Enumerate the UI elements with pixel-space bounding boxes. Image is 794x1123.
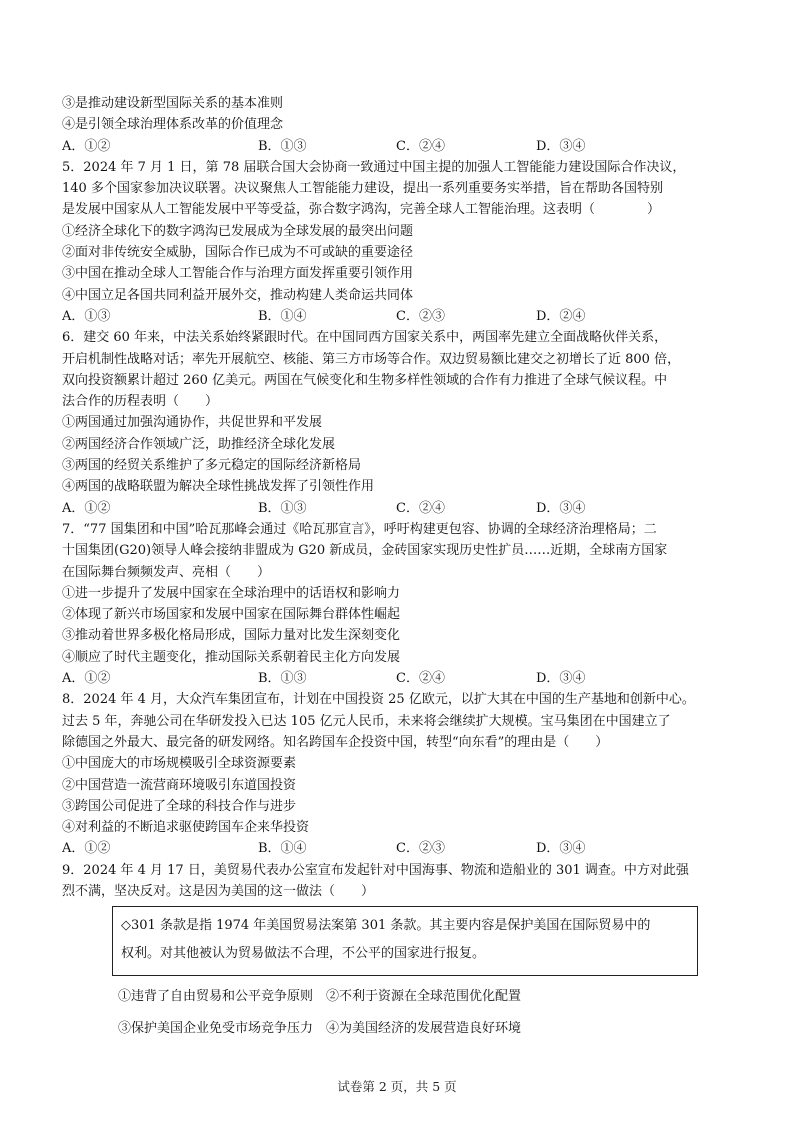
statement-3: ③推动着世界多极化格局形成，国际力量对比发生深刻变化 — [62, 628, 401, 644]
option-b[interactable]: B．①③ — [258, 671, 307, 687]
note-line: 权利。对其他被认为贸易做法不合理，不公平的国家进行报复。 — [121, 946, 486, 962]
statement-3: ③两国的经贸关系维护了多元稳定的国际经济新格局 — [62, 458, 362, 474]
option-b[interactable]: B．①③ — [258, 500, 307, 516]
statement-choices — [118, 981, 722, 1045]
statement-2: ②中国营造一流营商环境吸引东道国投资 — [62, 777, 297, 793]
question-stem-line: 过去 5 年，奔驰公司在华研发投入已达 105 亿元人民币，未来将会继续扩大规模。宝马集团在中国建立了 — [62, 713, 671, 729]
question-8 — [62, 689, 722, 859]
answer-options — [62, 668, 722, 689]
statement-4: ④中国立足各国共同利益开展外交，推动构建人类命运共同体 — [62, 287, 414, 303]
question-stem-line: 8．2024 年 4 月，大众汽车集团宣布，计划在中国投资 25 亿欧元，以扩大其在中国的生产基地和创新中心。 — [62, 692, 695, 708]
option-a[interactable]: A．①③ — [62, 308, 111, 324]
option-d[interactable]: D．③④ — [536, 841, 586, 857]
option-b[interactable]: B．①④ — [258, 841, 307, 857]
option-c[interactable]: C．②④ — [396, 500, 445, 516]
statement-2: ②面对非传统安全威胁，国际合作已成为不可或缺的重要途径 — [62, 245, 414, 261]
option-c[interactable]: C．②③ — [396, 841, 445, 857]
statement-1: ①进一步提升了发展中国家在全球治理中的话语权和影响力 — [62, 585, 401, 601]
question-5 — [62, 157, 722, 327]
statement-pair: ③保护美国企业免受市场竞争压力 ④为美国经济的发展营造良好环境 — [118, 1021, 522, 1037]
question-6 — [62, 327, 722, 519]
page-footer: 试卷第 2 页，共 5 页 — [337, 1079, 457, 1094]
option-c[interactable]: C．②④ — [396, 671, 445, 687]
question-stem-line: 7．“77 国集团和中国”哈瓦那峰会通过《哈瓦那宣言》，呼吁构建更包容、协调的全球经济治理格局；二 — [62, 521, 657, 537]
note-line: ◇301 条款是指 1974 年美国贸易法案第 301 条款。其主要内容是保护美国在国际贸易中的 — [121, 918, 651, 934]
statement-4: ④对利益的不断追求驱使跨国车企来华投资 — [62, 820, 310, 836]
statement-1: ①中国庞大的市场规模吸引全球资源要素 — [62, 756, 297, 772]
answer-options — [62, 136, 722, 157]
answer-options — [62, 498, 722, 519]
statement-pair: ①违背了自由贸易和公平竞争原则 ②不利于资源在全球范围优化配置 — [118, 989, 522, 1005]
question-stem-line: 9．2024 年 4 月 17 日，美贸易代表办公室宣布发起针对中国海事、物流和造船业的 301 调查。中方对此强 — [62, 862, 689, 878]
option-c[interactable]: C．②④ — [396, 138, 445, 154]
question-9 — [62, 860, 722, 1046]
question-stem-line: 5．2024 年 7 月 1 日，第 78 届联合国大会协商一致通过中国主提的加强人工智能能力建设国际合作决议， — [62, 159, 686, 175]
question-stem-line: 6．建交 60 年来，中法关系始终紧跟时代。在中国同西方国家关系中，两国率先建立全面战略伙伴关系， — [62, 330, 668, 346]
question-7 — [62, 519, 722, 689]
option-c[interactable]: C．②③ — [396, 308, 445, 324]
option-a[interactable]: A．①② — [62, 841, 111, 857]
question-stem-line: 开启机制性战略对话；率先开展航空、核能、第三方市场等合作。双边贸易额比建交之初增长了近 800 倍， — [62, 351, 681, 367]
question-stem-line: 法合作的历程表明（ ） — [62, 394, 219, 410]
answer-options — [62, 306, 722, 327]
question-stem-line: 在国际舞台频频发声、亮相（ ） — [62, 564, 271, 580]
material-note-box — [112, 906, 698, 976]
option-a[interactable]: A．①② — [62, 671, 111, 687]
option-a[interactable]: A．①② — [62, 138, 111, 154]
statement-4: ④两国的战略联盟为解决全球性挑战发挥了引领性作用 — [62, 479, 375, 495]
statement-1: ①两国通过加强沟通协作，共促世界和平发展 — [62, 415, 323, 431]
option-d[interactable]: D．③④ — [536, 138, 586, 154]
question-stem-line: 除德国之外最大、最完备的研发网络。知名跨国车企投资中国，转型“向东看”的理由是（ ） — [62, 734, 609, 750]
statement-2: ②两国经济合作领域广泛，助推经济全球化发展 — [62, 436, 336, 452]
statement-3: ③中国在推动全球人工智能合作与治理方面发挥重要引领作用 — [62, 266, 414, 282]
statement-2: ②体现了新兴市场国家和发展中国家在国际舞台群体性崛起 — [62, 607, 401, 623]
question-stem-line: 是发展中国家从人工智能发展中平等受益，弥合数字鸿沟，完善全球人工智能治理。这表明（ ） — [62, 202, 661, 218]
statement-1: ①经济全球化下的数字鸿沟已发展成为全球发展的最突出问题 — [62, 223, 414, 239]
question-stem-line: 烈不满，坚决反对。这是因为美国的这一做法（ ） — [62, 883, 375, 899]
option-b[interactable]: B．①④ — [258, 308, 307, 324]
statement-4: ④是引领全球治理体系改革的价值理念 — [62, 117, 284, 133]
exam-page — [62, 93, 722, 1045]
option-b[interactable]: B．①③ — [258, 138, 307, 154]
statement-4: ④顺应了时代主题变化，推动国际关系朝着民主化方向发展 — [62, 649, 401, 665]
question-stem-line: 140 多个国家参加决议联署。决议聚焦人工智能能力建设，提出一系列重要务实举措，旨在帮助各国特别 — [62, 181, 663, 197]
question-stem-line: 双向投资额累计超过 260 亿美元。两国在气候变化和生物多样性领域的合作有力推进了全球气候议程。中 — [62, 372, 668, 388]
question-stem-line: 十国集团(G20)领导人峰会接纳非盟成为 G20 新成员，金砖国家实现历史性扩员……近期，全球南方国家 — [62, 543, 668, 559]
option-d[interactable]: D．③④ — [536, 671, 586, 687]
option-d[interactable]: D．②④ — [536, 308, 586, 324]
option-d[interactable]: D．③④ — [536, 500, 586, 516]
option-a[interactable]: A．①② — [62, 500, 111, 516]
answer-options — [62, 838, 722, 859]
statement-3: ③跨国公司促进了全球的科技合作与进步 — [62, 798, 297, 814]
statement-3: ③是推动建设新型国际关系的基本准则 — [62, 96, 284, 111]
question-4-tail — [62, 93, 722, 157]
